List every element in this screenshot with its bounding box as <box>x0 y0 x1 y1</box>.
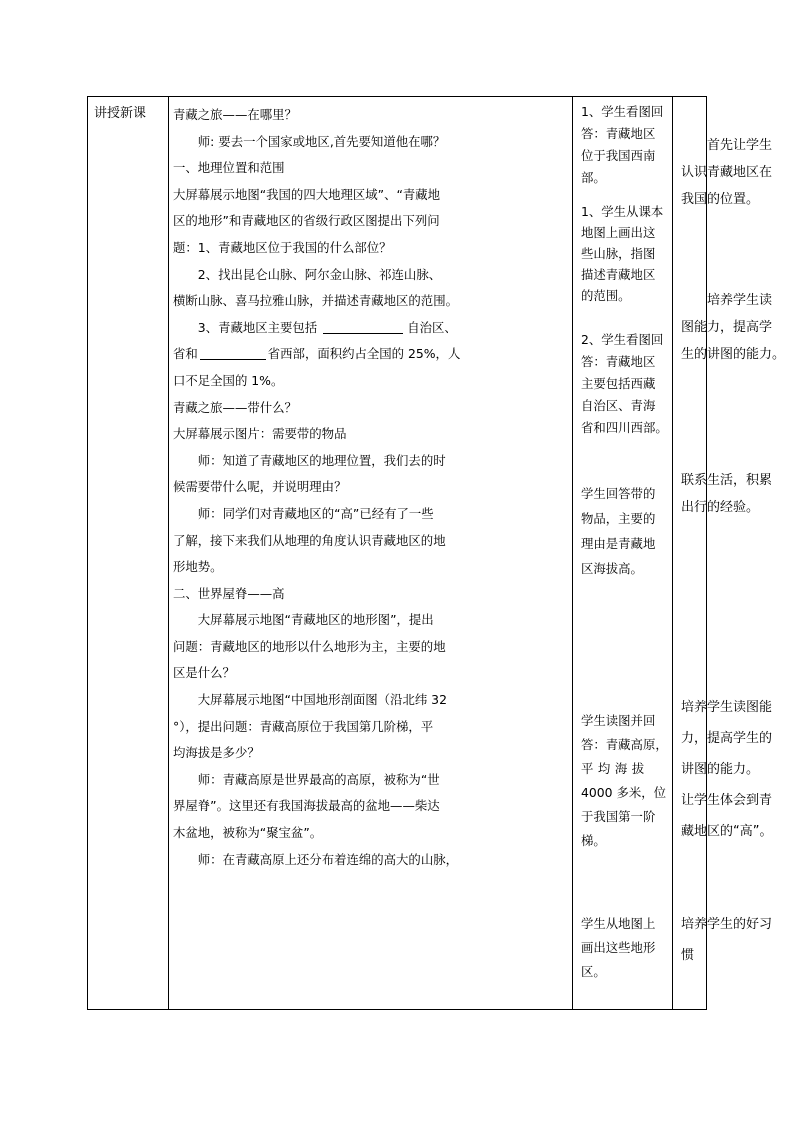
student-activity-cell <box>573 97 672 1009</box>
body-line: 区是什么？ <box>173 665 235 681</box>
student-line: 平 均 海 拔 <box>581 761 645 776</box>
fill-in-question <box>173 315 568 342</box>
student-line: 位于我国西南 <box>581 148 656 163</box>
body-line: 问题：青藏地区的地形以什么地形为主，主要的地 <box>173 638 446 654</box>
intent-line: 培养学生读图能 <box>681 700 773 715</box>
intent-line: 让学生体会到青 <box>681 793 773 808</box>
intent-block <box>681 692 793 847</box>
student-answer-block <box>581 481 672 581</box>
student-line: 部。 <box>581 170 606 185</box>
teacher-line: 师：青藏高原是世界最高的高原，被称为“世 <box>197 771 440 787</box>
student-line: 主要包括西藏 <box>581 376 656 391</box>
student-line: 答：青藏高原， <box>581 737 668 752</box>
student-line: 的范围。 <box>581 288 631 303</box>
student-line: 自治区、青海 <box>581 398 656 413</box>
student-line: 1、学生从课本 <box>581 204 664 219</box>
intent-line: 出行的经验。 <box>681 500 760 515</box>
student-line: 于我国第一阶 <box>581 809 656 824</box>
student-answer-block <box>581 201 672 306</box>
teacher-line: 师：知道了青藏地区的地理位置，我们去的时 <box>197 452 446 468</box>
intent-line: 我国的位置。 <box>681 192 760 207</box>
body-line: °），提出问题：青藏高原位于我国第几阶梯，平 <box>173 718 434 734</box>
teacher-line: 师：在青藏高原上还分布着连绵的高大的山脉， <box>197 851 458 867</box>
student-line: 理由是青藏地 <box>581 536 656 551</box>
body-line: 横断山脉、喜马拉雅山脉，并描述青藏地区的范围。 <box>173 293 458 309</box>
student-line: 学生从地图上 <box>581 916 656 931</box>
student-line: 画出这些地形 <box>581 940 656 955</box>
body-line: 区的地形”和青藏地区的省级行政区图提出下列问 <box>173 213 440 229</box>
student-answer-block <box>581 912 672 984</box>
subtopic-heading: 青藏之旅——带什么？ <box>173 399 297 415</box>
student-line: 区海拔高。 <box>581 561 643 576</box>
body-line: 2、找出昆仑山脉、阿尔金山脉、祁连山脉、 <box>197 266 442 282</box>
question-text: 自治区、 <box>407 319 457 335</box>
body-line: 口不足全国的 1%。 <box>173 372 284 388</box>
student-answer-block <box>581 101 672 189</box>
student-line: 些山脉，指图 <box>581 246 656 261</box>
intent-line: 力，提高学生的 <box>681 731 773 746</box>
body-line: 大屏幕展示地图“青藏地区的地形图”，提出 <box>197 612 434 628</box>
question-text: 省和 <box>173 346 198 362</box>
intent-line: 惯 <box>681 948 695 963</box>
intent-line: 培养学生读 <box>707 293 773 308</box>
student-line: 2、学生看图回 <box>581 332 664 347</box>
intent-block <box>681 287 793 368</box>
body-line: 大屏幕展示图片：需要带的物品 <box>173 426 347 442</box>
body-line: 大屏幕展示地图“中国地形剖面图（沿北纬 32 <box>197 692 447 708</box>
student-line: 区。 <box>581 964 606 979</box>
teacher-activity-cell <box>169 97 572 1009</box>
intent-line: 生的讲图的能力。 <box>681 347 786 362</box>
section-heading: 一、地理位置和范围 <box>173 160 285 176</box>
intent-block <box>681 132 793 213</box>
intent-line: 培养学生的好习 <box>681 917 773 932</box>
student-line: 梯。 <box>581 833 606 848</box>
student-line: 1、学生看图回 <box>581 104 664 119</box>
student-line: 省和四川西部。 <box>581 420 668 435</box>
body-line: 木盆地，被称为“聚宝盆”。 <box>173 825 323 841</box>
design-intent-cell <box>673 97 793 1009</box>
student-line: 物品，主要的 <box>581 511 656 526</box>
subtopic-heading: 青藏之旅——在哪里？ <box>173 107 297 122</box>
intent-line: 讲图的能力。 <box>681 762 760 777</box>
teacher-line: 师：同学们对青藏地区的“高”已经有了一些 <box>197 505 434 521</box>
body-line: 候需要带什么呢，并说明理由？ <box>173 479 347 495</box>
answer-blank <box>200 345 266 360</box>
teacher-line: 师: 要去一个国家或地区,首先要知道他在哪？ <box>197 133 446 149</box>
lesson-plan-table <box>87 96 786 1010</box>
body-line: 题：1、青藏地区位于我国的什么部位？ <box>173 239 392 255</box>
intent-line: 首先让学生 <box>707 138 773 153</box>
student-line: 地图上画出这 <box>581 225 656 240</box>
student-line: 答：青藏地区 <box>581 126 656 141</box>
body-line: 形地势。 <box>173 559 223 575</box>
body-line: 均海拔是多少？ <box>173 745 260 761</box>
intent-block <box>681 467 793 521</box>
body-line: 了解，接下来我们从地理的角度认识青藏地区的地 <box>173 532 446 548</box>
intent-block <box>681 909 793 971</box>
body-line: 大屏幕展示地图“我国的四大地理区域”、“青藏地 <box>173 186 441 202</box>
student-answer-block <box>581 709 672 853</box>
answer-blank <box>323 319 403 334</box>
student-answer-block <box>581 329 672 439</box>
student-line: 学生读图并回 <box>581 713 656 728</box>
body-line: 界屋脊”。这里还有我国海拔最高的盆地——柴达 <box>173 798 440 814</box>
student-line: 答：青藏地区 <box>581 354 656 369</box>
section-label: 讲授新课 <box>94 106 147 121</box>
student-line: 学生回答带的 <box>581 486 656 501</box>
fill-in-question <box>173 341 568 368</box>
section-heading: 二、世界屋脊——高 <box>173 585 285 601</box>
intent-line: 认识青藏地区在 <box>681 165 773 180</box>
question-text: 省西部，面积约占全国的 25%，人 <box>267 346 461 362</box>
section-label-cell <box>88 97 168 1009</box>
intent-line: 藏地区的“高”。 <box>681 824 773 839</box>
question-text: 3、青藏地区主要包括 <box>197 319 318 335</box>
student-line: 描述青藏地区 <box>581 267 656 282</box>
intent-line: 图能力，提高学 <box>681 320 773 335</box>
student-line: 4000 多米，位 <box>581 785 667 800</box>
intent-line: 联系生活，积累 <box>681 473 773 488</box>
